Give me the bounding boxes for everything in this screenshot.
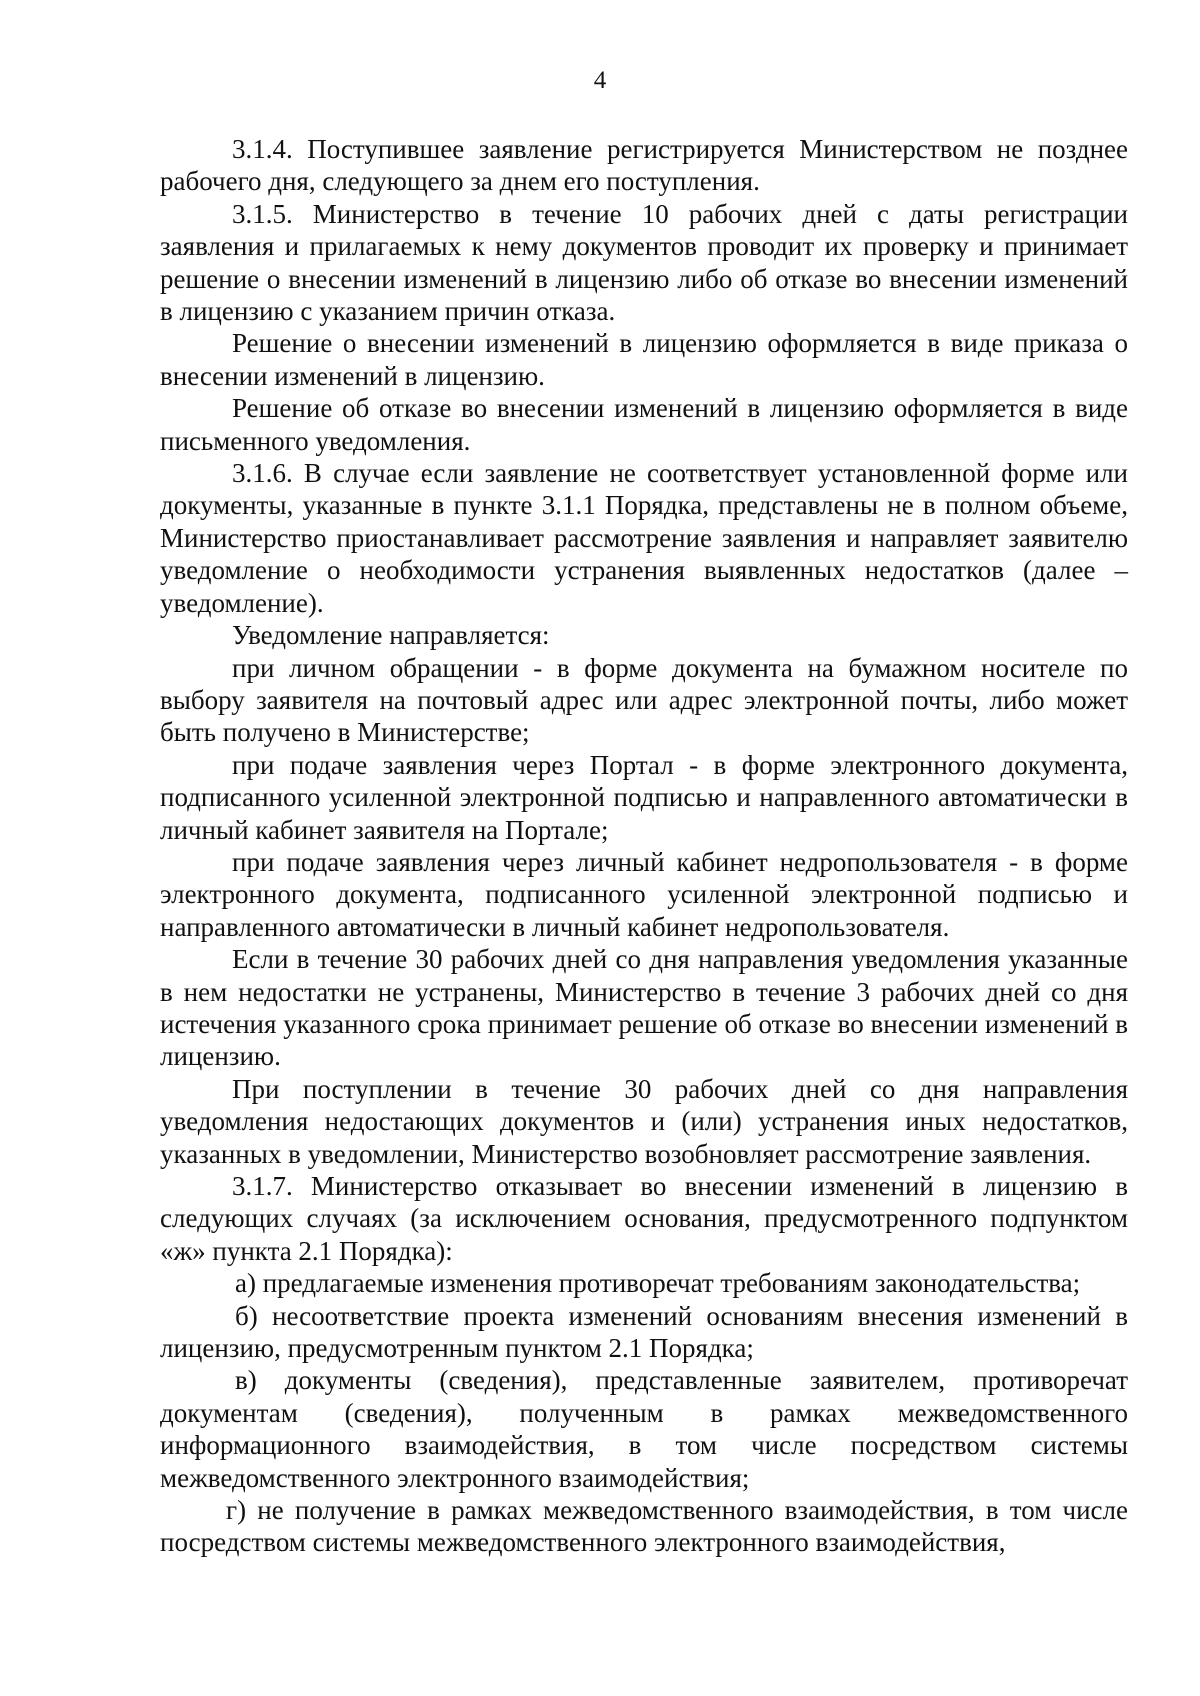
paragraph-3-1-7: 3.1.7. Министерство отказывает во внесении изменений в лицензию в следующих случаях (за исключением основания, предусмотренного подпунктом «ж» пункта 2.1 Порядка): xyxy=(160,1171,1128,1266)
paragraph-personal-cabinet: при подаче заявления через личный кабинет недропользователя - в форме электронного документа, подписанного усиленной электронной подписью и направленного автоматически в личный кабинет недропользователя. xyxy=(160,846,1128,942)
document-body xyxy=(160,133,1128,1559)
paragraph-30-days: Если в течение 30 рабочих дней со дня направления уведомления указанные в нем недостатки не устранены, Министерство в течение 3 рабочих дней со дня истечения указанного срока принимает решение об отказе во внесении изменений в лицензию. xyxy=(160,944,1128,1072)
list-item-a: а) предлагаемые изменения противоречат требованиям законодательства; xyxy=(235,1268,1081,1299)
paragraph-3-1-5: 3.1.5. Министерство в течение 10 рабочих дней с даты регистрации заявления и прилагаемых к нему документов проводит их проверку и принимает решение о внесении изменений в лицензию либо об отказе во внесении изменений в лицензию с указанием причин отказа. xyxy=(160,198,1128,327)
list-item-b: б) несоответствие проекта изменений основаниям внесения изменений в лицензию, предусмотренным пунктом 2.1 Порядка; xyxy=(160,1300,1128,1364)
paragraph-notice-sent: Уведомление направляется: xyxy=(232,620,550,651)
paragraph-decision: Решение о внесении изменений в лицензию оформляется в виде приказа о внесении изменений в лицензию. xyxy=(160,328,1128,391)
paragraph-refusal: Решение об отказе во внесении изменений в лицензию оформляется в виде письменного уведомления. xyxy=(160,393,1128,456)
paragraph-3-1-6: 3.1.6. В случае если заявление не соответствует установленной форме или документы, указанные в пункте 3.1.1 Порядка, представлены не в полном объеме, Министерство приостанавливает рассмотрение заявления и направляет заявителю уведомление о необходимости устранения выявленных недостатков (далее – уведомление). xyxy=(160,458,1128,618)
paragraph-3-1-4: 3.1.4. Поступившее заявление регистрируется Министерством не позднее рабочего дня, следующего за днем его поступления. xyxy=(160,134,1128,197)
paragraph-personal-appeal: при личном обращении - в форме документа на бумажном носителе по выбору заявителя на почтовый адрес или адрес электронной почты, либо может быть получено в Министерстве; xyxy=(160,652,1128,748)
paragraph-portal: при подаче заявления через Портал - в форме электронного документа, подписанного усиленной электронной подписью и направленного автоматически в личный кабинет заявителя на Портале; xyxy=(160,749,1128,845)
list-item-v: в) документы (сведения), представленные заявителем, противоречат документам (сведения), полученным в рамках межведомственного информационного взаимодействия, в том числе посредством системы межведомственного электронного взаимодействия; xyxy=(160,1365,1128,1493)
paragraph-resume: При поступлении в течение 30 рабочих дней со дня направления уведомления недостающих документов и (или) устранения иных недостатков, указанных в уведомлении, Министерство возобновляет рассмотрение заявления. xyxy=(160,1073,1128,1169)
list-item-g: г) не получение в рамках межведомственного взаимодействия, в том числе посредством системы межведомственного электронного взаимодействия, xyxy=(160,1495,1128,1558)
page-number: 4 xyxy=(593,67,607,94)
